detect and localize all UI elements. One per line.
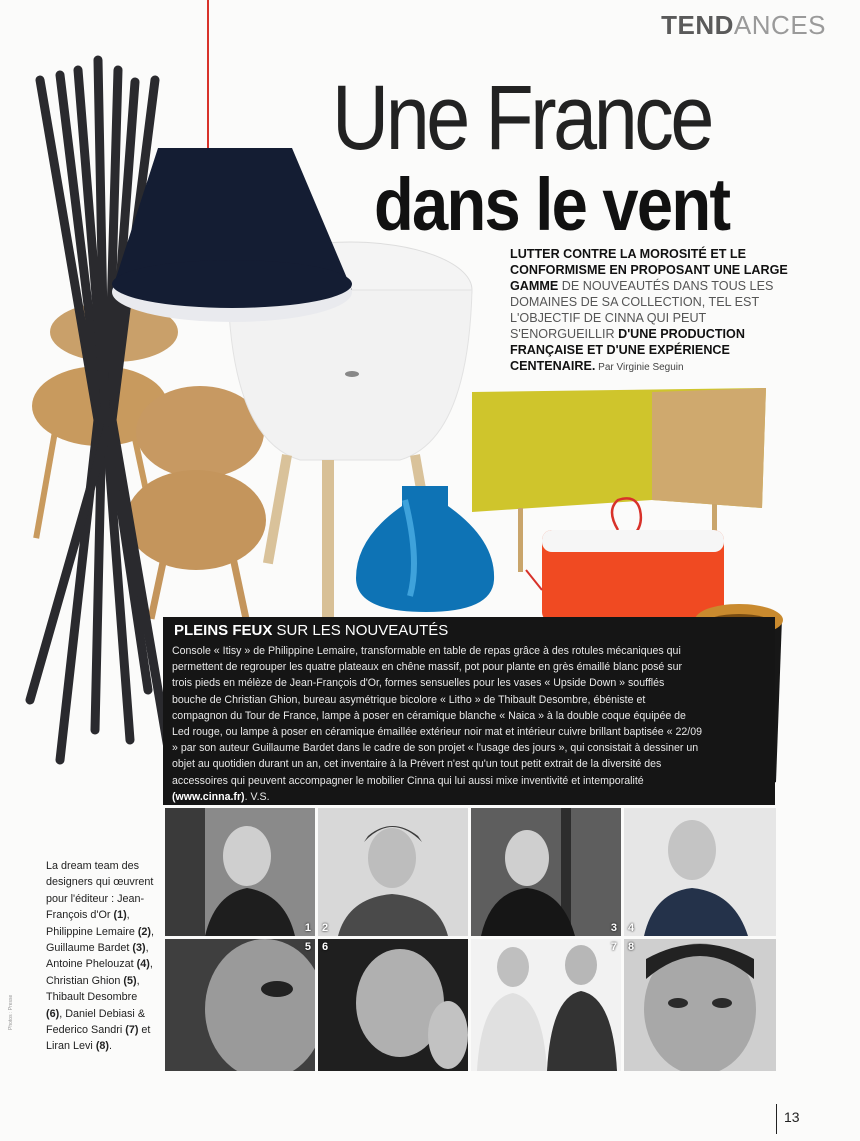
info-box-url: (www.cinna.fr): [172, 790, 245, 803]
portrait-image: [624, 939, 776, 1071]
designer-photo-3: [471, 808, 621, 936]
headline-line-2: dans le vent: [374, 163, 730, 246]
caption-separator: ,: [145, 942, 149, 955]
photo-number: 3: [610, 922, 617, 934]
photo-number: 7: [610, 941, 617, 953]
caption-number: (8): [95, 1040, 110, 1053]
intro-paragraph: [510, 246, 802, 376]
headline-line-1: Une France: [332, 67, 711, 169]
portrait-image: [318, 939, 468, 1071]
designer-photo-5: [165, 939, 315, 1071]
caption-intro: La dream team des designers qui œuvrent pour l'éditeur :: [46, 860, 154, 905]
portrait-image: [318, 808, 468, 936]
designer-photo-8: [624, 939, 776, 1071]
caption-name: Jean-François d'Or: [46, 892, 145, 922]
caption-name: Christian Ghion: [46, 974, 124, 987]
caption-name: Daniel Debiasi & Federico Sandri: [46, 1007, 146, 1037]
designers-caption: [46, 858, 156, 1055]
caption-name: Philippine Lemaire: [46, 925, 138, 938]
info-box-body-text: Console « Itisy » de Philippine Lemaire, transformable en table de repas grâce à des rotules mécaniques qui permettent de regrouper les quatre plateaux en chêne massif, pot pour plante en grès émaillé blanc posé sur trois pieds en mélèze de Jean-François d'Or, formes sensuelles pour les vases « Upside Down » soufflés bouche de Christian Ghion, bureau asymétrique bicolore « Litho » de Thibault Desombre, ébéniste et compagnon du Tour de France, lampe à poser en céramique blanche « Naica » à la double coque équipée de Led rouge, ou lampe à poser en céramique émaillée extérieur noir mat et intérieur cuivre brillant baptisée « 22/09 » par son auteur Guillaume Bardet dans le cadre de son projet « l'usage des jours », qui consistait à dessiner un objet au quotidien durant un an, cet inventaire à la Prévert n'est qu'un tout petit extrait de la diversité des accessoires qui peuvent accompagner le mobilier Cinna qui lui aussi mixe inventivité et intemporalité: [172, 645, 702, 787]
pendant-lamp-image: [112, 148, 352, 322]
photo-number: 1: [304, 922, 311, 934]
caption-number: (3): [132, 942, 146, 955]
caption-name: Antoine Phelouzat: [46, 958, 137, 971]
page-number-rule: [776, 1104, 777, 1134]
section-label-bold: TEND: [661, 10, 734, 40]
page-number: 13: [784, 1109, 800, 1125]
byline: Par Virginie Seguin: [595, 362, 684, 373]
caption-number: (5): [123, 974, 137, 987]
caption-number: (1): [113, 909, 127, 922]
designer-photo-6: [318, 939, 468, 1071]
caption-number: (4): [136, 958, 150, 971]
info-box-title-light: SUR LES NOUVEAUTÉS: [272, 622, 449, 639]
caption-separator: ,: [151, 925, 155, 938]
designer-photo-4: [624, 808, 776, 936]
intro-bold-2: D'UNE PRODUCTION FRANÇAISE ET D'UNE EXPÉRIENCE CENTENAIRE.: [510, 327, 745, 373]
red-lamp-image: [526, 498, 724, 622]
caption-name: Guillaume Bardet: [46, 942, 133, 955]
photo-credit: Photos : Presse: [8, 994, 14, 1030]
intro-bold-1: LUTTER CONTRE LA MOROSITÉ ET LE CONFORMISME EN PROPOSANT UNE LARGE GAMME: [510, 247, 788, 293]
caption-separator: ,: [149, 958, 153, 971]
section-label: [661, 10, 826, 41]
portrait-image: [624, 808, 776, 936]
info-box-body: [172, 643, 702, 805]
caption-separator: .: [109, 1040, 113, 1053]
caption-separator: ,: [59, 1007, 66, 1020]
caption-name: et Liran Levi: [46, 1024, 151, 1053]
intro-light: DE NOUVEAUTÉS DANS TOUS LES DOMAINES DE SA COLLECTION, TEL EST L'OBJECTIF DE CINNA QUI PEUT S'ENORGUEILLIR: [510, 279, 774, 341]
portrait-image: [165, 808, 315, 936]
caption-separator: ,: [136, 974, 140, 987]
portrait-image: [165, 939, 315, 1071]
photo-number: 6: [322, 941, 329, 953]
designer-photo-1: [165, 808, 315, 936]
portrait-image: [471, 808, 621, 936]
caption-separator: ,: [126, 909, 130, 922]
photo-number: 5: [304, 941, 311, 953]
photo-number: 8: [628, 941, 635, 953]
portrait-image: [471, 939, 621, 1071]
info-box-signature: . V.S.: [244, 790, 270, 803]
section-label-light: ANCES: [733, 10, 826, 40]
designer-photo-2: [318, 808, 468, 936]
photo-number: 4: [628, 922, 635, 934]
designer-photo-7: [471, 939, 621, 1071]
caption-number: (6): [46, 1007, 60, 1020]
info-box-title: [174, 622, 448, 639]
caption-number: (2): [137, 925, 152, 938]
photo-number: 2: [322, 922, 329, 934]
caption-name: Thibault Desombre: [46, 991, 138, 1004]
caption-number: (7): [125, 1024, 139, 1037]
info-box-title-bold: PLEINS FEUX: [174, 622, 273, 639]
